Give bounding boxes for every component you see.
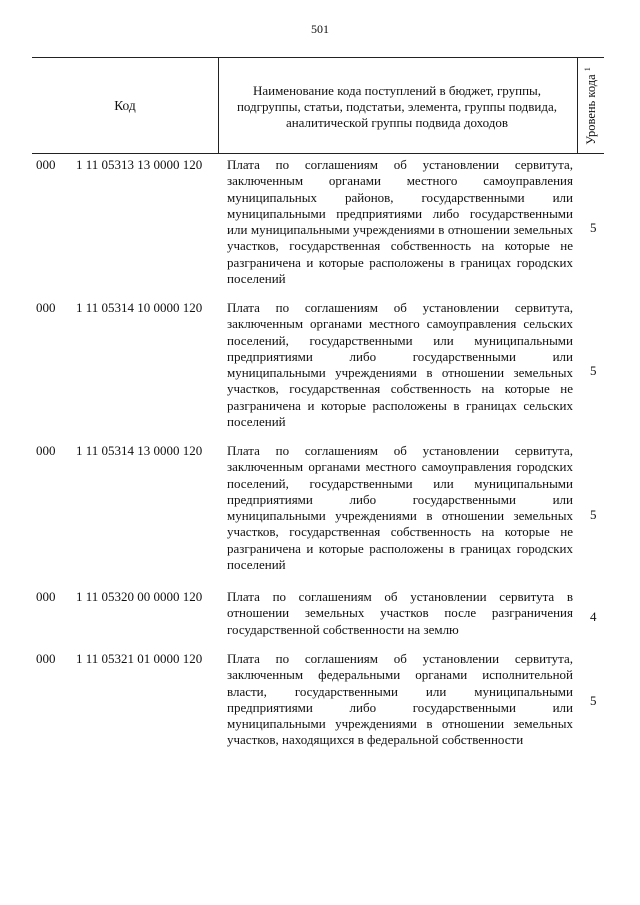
row-prefix: 000 <box>36 651 56 666</box>
row-level: 5 <box>590 507 597 522</box>
row-description: Плата по соглашениям об установлении сервитута, заключенным органами местного самоуправления муниципальных районов, государственными или муниципальными предприятиями либо государственными или муниципальными учреждениями в отношении земельных участков, государственная собственность на которые не разграничена и которые расположены в границах городских поселений <box>227 157 573 287</box>
table-header <box>32 57 604 154</box>
header-name: Наименование кода поступлений в бюджет, группы, подгруппы, статьи, подстатьи, элемента, группы подвида, аналитической группы подвида доходов <box>236 83 558 130</box>
row-level: 5 <box>590 363 597 378</box>
row-level: 5 <box>590 220 597 235</box>
row-code: 1 11 05320 00 0000 120 <box>76 589 203 604</box>
row-code: 1 11 05314 13 0000 120 <box>76 443 203 458</box>
header-level-text <box>583 67 599 145</box>
row-code: 1 11 05314 10 0000 120 <box>76 300 203 315</box>
row-prefix: 000 <box>36 300 56 315</box>
row-code: 1 11 05321 01 0000 120 <box>76 651 203 666</box>
row-description: Плата по соглашениям об установлении сервитута, заключенным федеральными органами исполнительной власти, государственными или муниципальными предприятиями либо государственными или муниципальными учреждениями в отношении земельных участков, находящихся в федеральной собственности <box>227 651 573 748</box>
header-level-label: Уровень кода <box>584 73 599 145</box>
header-level <box>578 58 604 153</box>
row-level: 5 <box>590 693 597 708</box>
row-code: 1 11 05313 13 0000 120 <box>76 157 203 172</box>
row-level: 4 <box>590 609 597 624</box>
column-divider <box>218 58 219 153</box>
row-description: Плата по соглашениям об установлении сервитута, заключенным органами местного самоуправления сельских поселений, государственными или муниципальными предприятиями либо государственными или муниципальными учреждениями в отношении земельных участков, государственная собственность на которые не разграничена и которые расположены в границах сельских поселений <box>227 300 573 430</box>
row-prefix: 000 <box>36 157 56 172</box>
header-level-footnote: 1 <box>582 66 592 71</box>
row-description: Плата по соглашениям об установлении сервитута в отношении земельных участков после разграничения государственной собственности на землю <box>227 589 573 637</box>
header-code: Код <box>114 98 136 113</box>
row-description: Плата по соглашениям об установлении сервитута, заключенным органами местного самоуправления городских поселений, государственными или муниципальными предприятиями либо государственными или муниципальными учреждениями в отношении земельных участков, государственная собственность на которые не разграничена и которые расположены в границах городских поселений <box>227 443 573 573</box>
row-prefix: 000 <box>36 589 56 604</box>
row-prefix: 000 <box>36 443 56 458</box>
page-number: 501 <box>311 22 329 36</box>
